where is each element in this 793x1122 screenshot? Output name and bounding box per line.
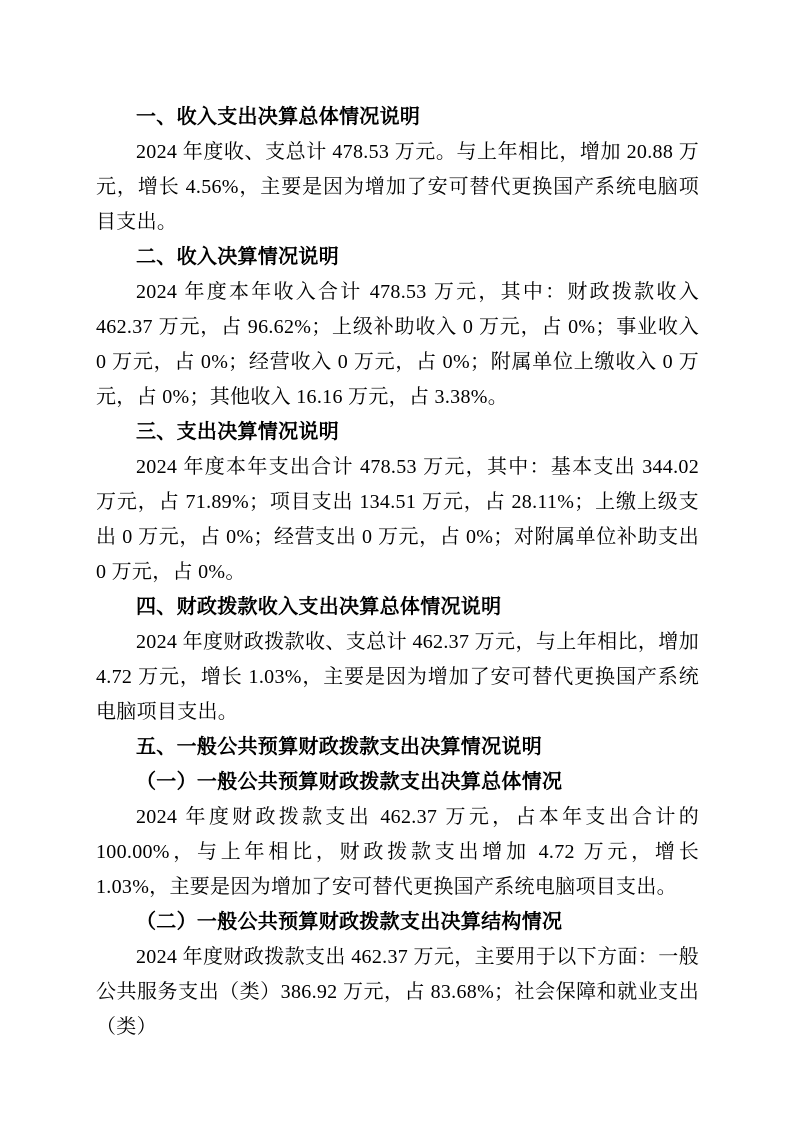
paragraph-4: 2024 年度财政拨款收、支总计 462.37 万元，与上年相比，增加 4.72 万元，增长 1.03%，主要是因为增加了安可替代更换国产系统电脑项目支出。 bbox=[96, 631, 699, 723]
paragraph-5-2: 2024 年度财政拨款支出 462.37 万元，主要用于以下方面：一般公共服务支出（类）386.92 万元，占 83.68%；社会保障和就业支出（类） bbox=[96, 946, 699, 1038]
paragraph-3: 2024 年度本年支出合计 478.53 万元，其中：基本支出 344.02 万元，占 71.89%；项目支出 134.51 万元，占 28.11%；上缴上级支出 0 万元，占 0%；经营支出 0 万元，占 0%；对附属单位补助支出 0 万元，占 0%。 bbox=[96, 456, 699, 583]
subsection-heading-5-2: （二）一般公共预算财政拨款支出决算结构情况 bbox=[136, 911, 563, 933]
section-heading-5: 五、一般公共预算财政拨款支出决算情况说明 bbox=[136, 736, 542, 758]
paragraph-2: 2024 年度本年收入合计 478.53 万元，其中：财政拨款收入 462.37 万元，占 96.62%；上级补助收入 0 万元，占 0%；事业收入 0 万元，占 0%；经营收入 0 万元，占 0%；附属单位上缴收入 0 万元，占 0%；其他收入 16.16 万元，占 3.38%。 bbox=[96, 281, 699, 408]
document-content bbox=[96, 100, 699, 1045]
subsection-heading-5-1: （一）一般公共预算财政拨款支出决算总体情况 bbox=[136, 771, 563, 793]
section-heading-1: 一、收入支出决算总体情况说明 bbox=[136, 106, 421, 128]
section-heading-4: 四、财政拨款收入支出决算总体情况说明 bbox=[136, 596, 502, 618]
section-heading-2: 二、收入决算情况说明 bbox=[136, 246, 339, 268]
section-heading-3: 三、支出决算情况说明 bbox=[136, 421, 339, 443]
paragraph-5-1: 2024 年度财政拨款支出 462.37 万元，占本年支出合计的 100.00%，与上年相比，财政拨款支出增加 4.72 万元，增长 1.03%，主要是因为增加了安可替代更换国产系统电脑项目支出。 bbox=[96, 806, 699, 898]
paragraph-1: 2024 年度收、支总计 478.53 万元。与上年相比，增加 20.88 万元，增长 4.56%，主要是因为增加了安可替代更换国产系统电脑项目支出。 bbox=[96, 141, 699, 233]
